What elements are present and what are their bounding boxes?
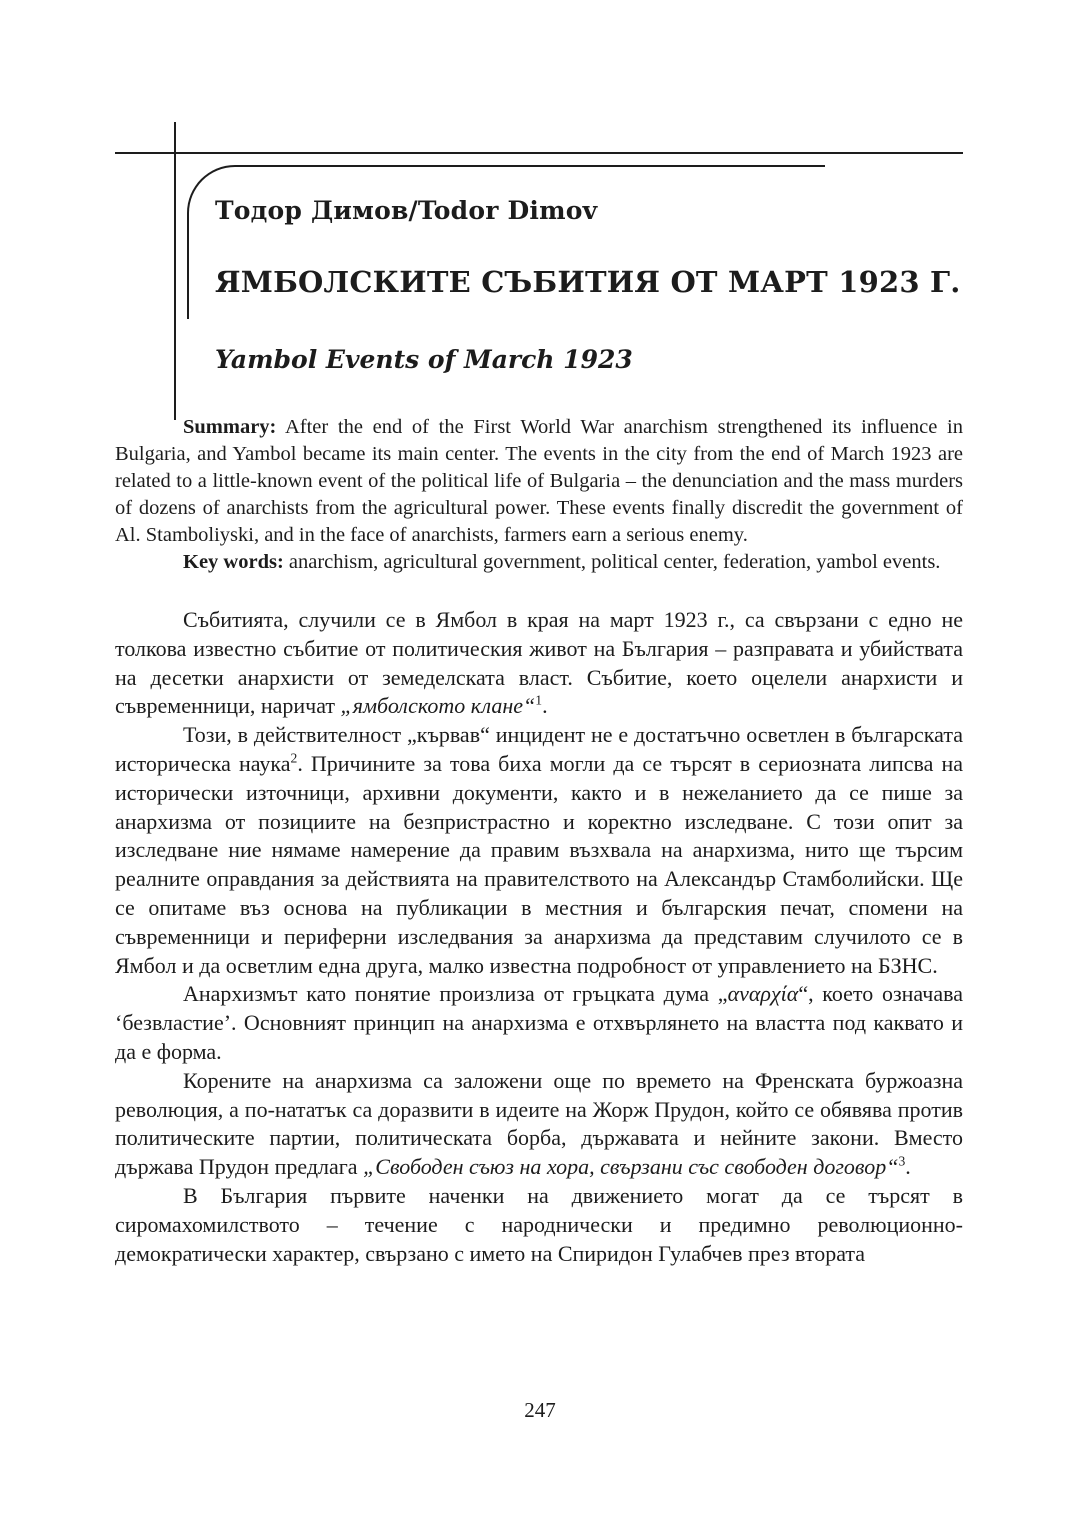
summary-text: After the end of the First World War anarchism strengthened its influence in Bulgaria, and Yambol became its main center. The events in the city from the end of March 1923 are related to a little-known event of the political life of Bulgaria – the denunciation and the mass murders of dozens of anarchists from the agricultural power. These events finally discredit the government of Al. Stamboliyski, and in the face of anarchists, farmers earn a serious enemy. bbox=[115, 416, 963, 546]
keywords-paragraph bbox=[115, 549, 963, 576]
header-horizontal-rule bbox=[115, 152, 963, 154]
paragraph: Този, в действителност „кървав“ инцидент не е достатъчно осветлен в българската историческа наука$^2$. Причините за това биха могли да се търсят в сериозната липсва на исторически източници, архивни документи, както и в нежеланието да се пише за анархизма от позициите на безпристрастно и коректно изследване. С този опит за изследване ние нямаме намерение да правим възхвала на анархизма, нито ще търсим реалните оправдания за действията на правителството на Александър Стамболийски. Ще се опитаме въз основа на публикации в местния и българския печат, спомени на съвременници и периферни изследвания за анархизма да представим случилото се в Ямбол и да осветлим една друга, малко известна подробност от управлението на БЗНС. bbox=[115, 722, 963, 978]
abstract-block bbox=[115, 414, 963, 576]
keywords-label: Key words: bbox=[183, 551, 284, 573]
summary-label: Summary: bbox=[183, 416, 277, 438]
article-content bbox=[115, 170, 963, 1268]
article-title-english: Yambol Events of March 1923 bbox=[215, 345, 633, 374]
article-title-bulgarian: ЯМБОЛСКИТЕ СЪБИТИЯ ОТ МАРТ 1923 Г. bbox=[215, 265, 961, 299]
paragraph: Корените на анархизма са заложени още по времето на Френската буржоазна революция, а по-нататък са доразвити в идеите на Жорж Прудон, който се обявява против политическите партии, политическата борба, държавата и нейните закони. Вместо държава Прудон предлага „Свободен съюз на хора, свързани със свободен договор“$^3$. bbox=[115, 1067, 963, 1180]
page-number: 247 bbox=[524, 1398, 556, 1422]
paragraph: Събитията, случили се в Ямбол в края на март 1923 г., са свързани с едно не толкова известно събитие от политическия живот на България – разправата и убийствата на десетки анархисти от земеделската власт. Събитие, което оцелели анархисти и съвременници, наричат „ямболското клане“$^1$. bbox=[115, 607, 963, 719]
keywords-text: anarchism, agricultural government, political center, federation, yambol events. bbox=[283, 551, 941, 573]
paragraph: Анархизмът като понятие произлиза от гръцката дума „αναρχία“, което означава ‘безвластие’. Основният принцип на анархизма е отхвърлянето на властта под каквато и да е форма. bbox=[115, 981, 963, 1064]
paragraph: В България първите наченки на движението могат да се търсят в сиромахомилството – течение с народнически и предимно революционно-демократически характер, свързано с името на Спиридон Гулабчев през втората bbox=[115, 1182, 963, 1266]
summary-paragraph bbox=[115, 414, 963, 549]
body-paragraphs bbox=[115, 606, 963, 1268]
author-name: Тодор Димов/Todor Dimov bbox=[215, 196, 598, 225]
